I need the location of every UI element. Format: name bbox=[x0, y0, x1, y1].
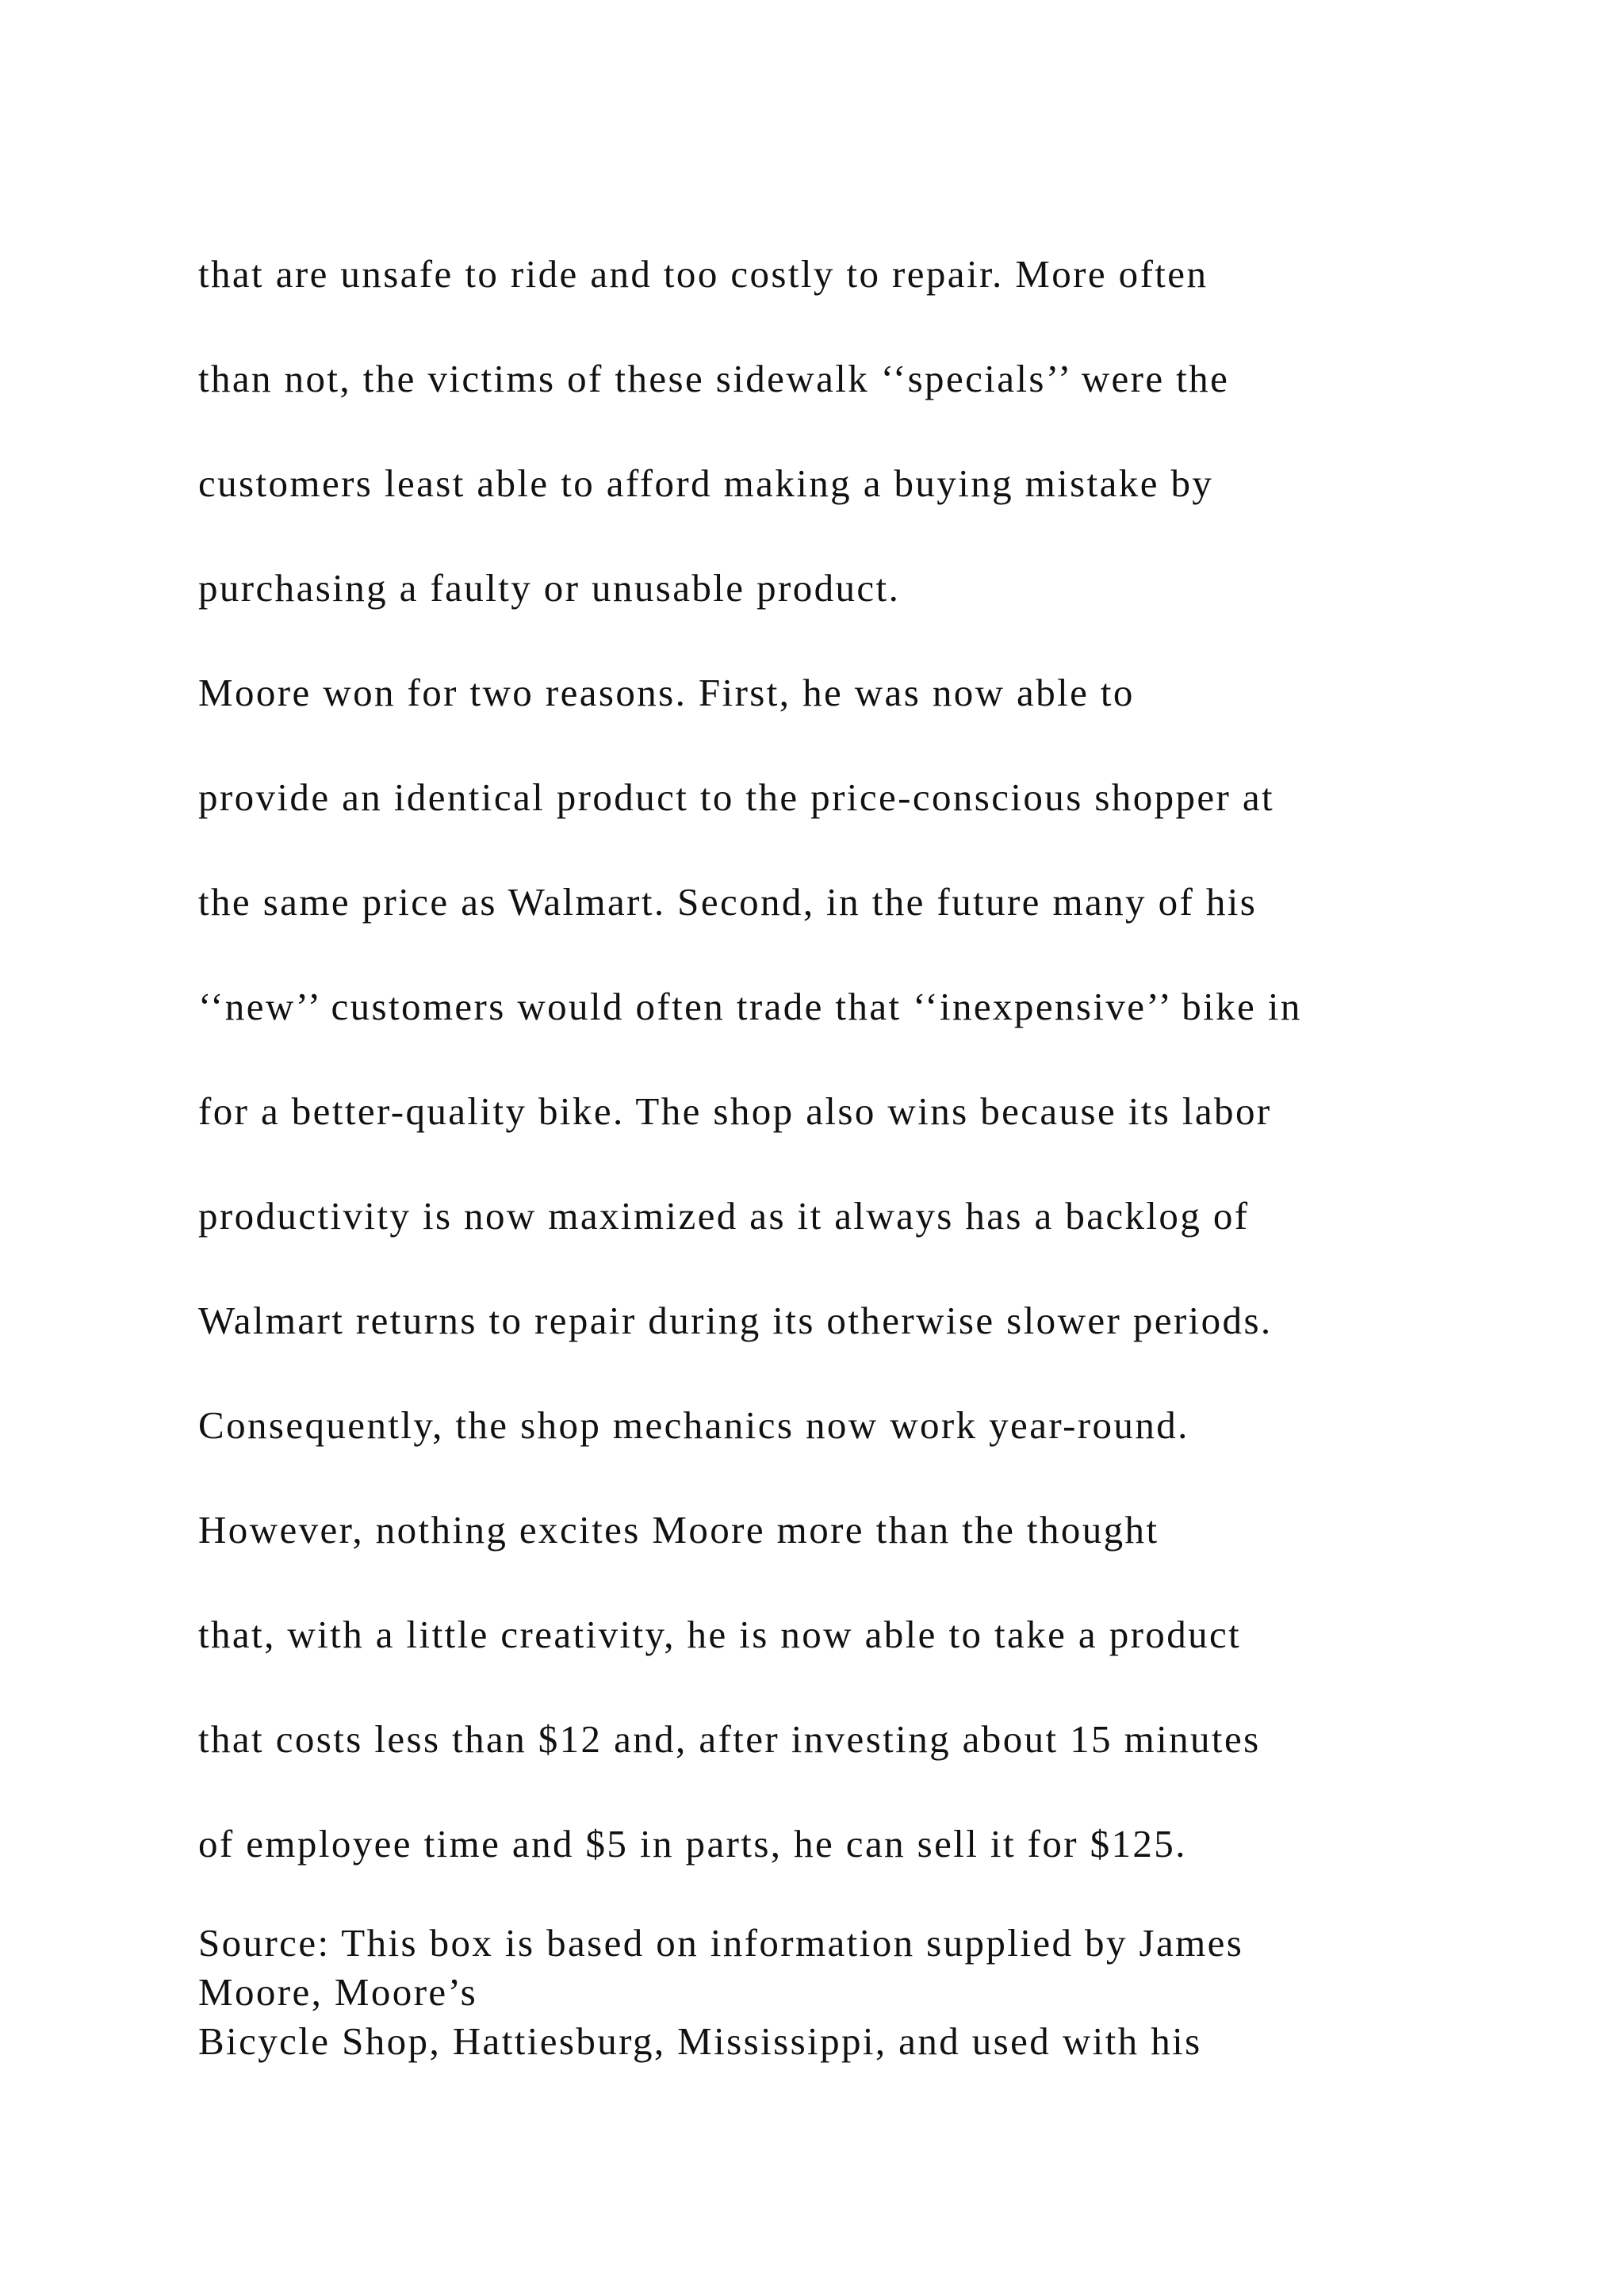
body-line-10: productivity is now maximized as it always has a backlog of bbox=[198, 1194, 1250, 1238]
body-line-6: provide an identical product to the price-conscious shopper at bbox=[198, 775, 1275, 819]
body-line-4: purchasing a faulty or unusable product. bbox=[198, 566, 901, 610]
body-line-12: Consequently, the shop mechanics now work year-round. bbox=[198, 1403, 1189, 1447]
body-line-3: customers least able to afford making a buying mistake by bbox=[198, 461, 1214, 505]
source-note bbox=[198, 1919, 1243, 2066]
body-line-8: ‘‘new’’ customers would often trade that ‘‘inexpensive’’ bike in bbox=[198, 985, 1302, 1028]
body-line-13: However, nothing excites Moore more than the thought bbox=[198, 1508, 1159, 1552]
body-line-2: than not, the victims of these sidewalk ‘‘specials’’ were the bbox=[198, 357, 1230, 400]
body-line-5: Moore won for two reasons. First, he was now able to bbox=[198, 671, 1135, 714]
body-line-7: the same price as Walmart. Second, in the future many of his bbox=[198, 880, 1258, 924]
body-line-11: Walmart returns to repair during its otherwise slower periods. bbox=[198, 1299, 1273, 1342]
source-line-2: Moore, Moore’s bbox=[198, 1970, 478, 2014]
source-line-1: Source: This box is based on information supplied by James bbox=[198, 1921, 1244, 1965]
body-line-1: that are unsafe to ride and too costly to repair. More often bbox=[198, 252, 1208, 296]
body-line-15: that costs less than $12 and, after investing about 15 minutes bbox=[198, 1717, 1261, 1761]
body-line-9: for a better-quality bike. The shop also wins because its labor bbox=[198, 1089, 1272, 1133]
source-line-3: Bicycle Shop, Hattiesburg, Mississippi, and used with his bbox=[198, 2019, 1202, 2063]
body-line-14: that, with a little creativity, he is now able to take a product bbox=[198, 1613, 1242, 1656]
body-line-16: of employee time and $5 in parts, he can sell it for $125. bbox=[198, 1822, 1187, 1866]
